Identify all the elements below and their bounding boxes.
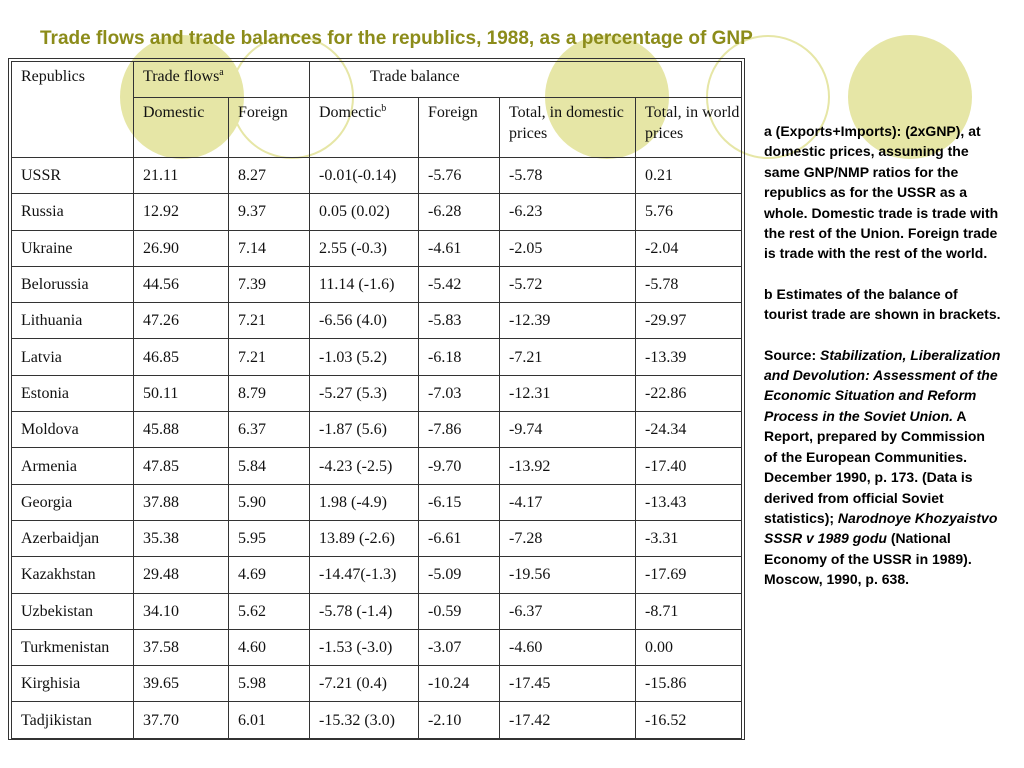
cell-foreign-flow: 5.62 bbox=[229, 593, 310, 629]
cell-domestic-balance: 1.98 (-4.9) bbox=[310, 484, 419, 520]
cell-foreign-flow: 7.39 bbox=[229, 266, 310, 302]
cell-domestic-flow: 47.26 bbox=[134, 303, 229, 339]
cell-domestic-balance: -14.47(-1.3) bbox=[310, 557, 419, 593]
cell-total-world: 0.21 bbox=[636, 158, 742, 194]
source-title-1: Stabilization, Liberalization and Devolution: Assessment of the Economic Situation and Reform Process in the Soviet Union. bbox=[764, 346, 1001, 424]
trade-table bbox=[11, 61, 742, 739]
cell-foreign-flow: 6.37 bbox=[229, 412, 310, 448]
cell-total-world: -24.34 bbox=[636, 412, 742, 448]
cell-total-domestic: -17.42 bbox=[500, 702, 636, 738]
cell-domestic-balance: -1.87 (5.6) bbox=[310, 412, 419, 448]
cell-total-world: -17.69 bbox=[636, 557, 742, 593]
cell-foreign-balance: -4.61 bbox=[419, 230, 500, 266]
table-row bbox=[12, 158, 742, 194]
cell-domestic-balance: -1.53 (-3.0) bbox=[310, 629, 419, 665]
cell-domestic-balance: -6.56 (4.0) bbox=[310, 303, 419, 339]
table-row bbox=[12, 230, 742, 266]
cell-total-domestic: -2.05 bbox=[500, 230, 636, 266]
table-row bbox=[12, 412, 742, 448]
cell-republic: Estonia bbox=[12, 375, 134, 411]
cell-foreign-balance: -6.18 bbox=[419, 339, 500, 375]
cell-foreign-balance: -7.86 bbox=[419, 412, 500, 448]
cell-total-world: -17.40 bbox=[636, 448, 742, 484]
cell-total-domestic: -4.17 bbox=[500, 484, 636, 520]
cell-foreign-flow: 5.84 bbox=[229, 448, 310, 484]
cell-republic: Latvia bbox=[12, 339, 134, 375]
table-row bbox=[12, 266, 742, 302]
cell-total-domestic: -7.28 bbox=[500, 520, 636, 556]
source-title-2: Narodnoye Khozyaistvo SSSR v 1989 godu bbox=[764, 509, 998, 547]
cell-foreign-flow: 8.79 bbox=[229, 375, 310, 411]
header-domestic: Domestic bbox=[134, 98, 229, 158]
page-title: Trade flows and trade balances for the republics, 1988, as a percentage of GNP bbox=[40, 28, 753, 49]
cell-foreign-balance: -9.70 bbox=[419, 448, 500, 484]
cell-foreign-balance: -3.07 bbox=[419, 629, 500, 665]
table-row bbox=[12, 520, 742, 556]
cell-foreign-balance: -6.61 bbox=[419, 520, 500, 556]
cell-domestic-balance: -5.27 (5.3) bbox=[310, 375, 419, 411]
source-label: Source: bbox=[764, 346, 821, 363]
trade-table-frame bbox=[8, 58, 745, 740]
table-row bbox=[12, 666, 742, 702]
header-total-world: Total, in world prices bbox=[636, 98, 742, 158]
cell-total-domestic: -7.21 bbox=[500, 339, 636, 375]
cell-total-world: -29.97 bbox=[636, 303, 742, 339]
cell-republic: Lithuania bbox=[12, 303, 134, 339]
cell-foreign-balance: -10.24 bbox=[419, 666, 500, 702]
cell-domestic-balance: 13.89 (-2.6) bbox=[310, 520, 419, 556]
footnote-marker-a: a bbox=[219, 67, 224, 78]
cell-republic: Ukraine bbox=[12, 230, 134, 266]
cell-total-world: -15.86 bbox=[636, 666, 742, 702]
cell-total-domestic: -17.45 bbox=[500, 666, 636, 702]
cell-domestic-flow: 37.58 bbox=[134, 629, 229, 665]
cell-domestic-flow: 46.85 bbox=[134, 339, 229, 375]
cell-foreign-balance: -5.42 bbox=[419, 266, 500, 302]
cell-domestic-balance: 2.55 (-0.3) bbox=[310, 230, 419, 266]
header-trade-balance: Trade balance bbox=[310, 62, 742, 98]
cell-domestic-flow: 37.88 bbox=[134, 484, 229, 520]
cell-total-domestic: -5.78 bbox=[500, 158, 636, 194]
source-text-2: (National Economy of the USSR in 1989). Moscow, 1990, p. 638. bbox=[764, 530, 972, 588]
cell-republic: Tadjikistan bbox=[12, 702, 134, 738]
cell-republic: Kirghisia bbox=[12, 666, 134, 702]
cell-domestic-balance: 0.05 (0.02) bbox=[310, 194, 419, 230]
cell-domestic-balance: -1.03 (5.2) bbox=[310, 339, 419, 375]
cell-republic: Armenia bbox=[12, 448, 134, 484]
cell-domestic-flow: 44.56 bbox=[134, 266, 229, 302]
cell-total-domestic: -9.74 bbox=[500, 412, 636, 448]
footnote-b: b Estimates of the balance of tourist trade are shown in brackets. bbox=[764, 285, 1001, 323]
cell-foreign-flow: 5.90 bbox=[229, 484, 310, 520]
cell-foreign-flow: 4.69 bbox=[229, 557, 310, 593]
cell-republic: Uzbekistan bbox=[12, 593, 134, 629]
cell-domestic-balance: -7.21 (0.4) bbox=[310, 666, 419, 702]
cell-total-world: 0.00 bbox=[636, 629, 742, 665]
table-row bbox=[12, 303, 742, 339]
cell-foreign-flow: 4.60 bbox=[229, 629, 310, 665]
cell-domestic-flow: 29.48 bbox=[134, 557, 229, 593]
cell-total-domestic: -6.37 bbox=[500, 593, 636, 629]
cell-total-domestic: -19.56 bbox=[500, 557, 636, 593]
cell-total-world: -8.71 bbox=[636, 593, 742, 629]
cell-domestic-flow: 21.11 bbox=[134, 158, 229, 194]
cell-republic: Russia bbox=[12, 194, 134, 230]
header-domestic-balance-label: Domectic bbox=[319, 104, 382, 121]
cell-total-domestic: -6.23 bbox=[500, 194, 636, 230]
cell-total-world: 5.76 bbox=[636, 194, 742, 230]
cell-foreign-balance: -0.59 bbox=[419, 593, 500, 629]
cell-domestic-balance: -4.23 (-2.5) bbox=[310, 448, 419, 484]
cell-domestic-flow: 39.65 bbox=[134, 666, 229, 702]
table-row bbox=[12, 339, 742, 375]
cell-foreign-balance: -5.83 bbox=[419, 303, 500, 339]
cell-total-world: -13.43 bbox=[636, 484, 742, 520]
header-total-domestic: Total, in domestic prices bbox=[500, 98, 636, 158]
table-row bbox=[12, 593, 742, 629]
cell-foreign-flow: 8.27 bbox=[229, 158, 310, 194]
cell-total-domestic: -12.39 bbox=[500, 303, 636, 339]
cell-domestic-flow: 34.10 bbox=[134, 593, 229, 629]
cell-foreign-balance: -7.03 bbox=[419, 375, 500, 411]
cell-domestic-balance: 11.14 (-1.6) bbox=[310, 266, 419, 302]
header-domestic-balance bbox=[310, 98, 419, 158]
cell-domestic-flow: 47.85 bbox=[134, 448, 229, 484]
cell-foreign-balance: -5.76 bbox=[419, 158, 500, 194]
header-row-top bbox=[12, 62, 742, 98]
header-trade-flows bbox=[134, 62, 310, 98]
table-row bbox=[12, 375, 742, 411]
cell-foreign-flow: 5.95 bbox=[229, 520, 310, 556]
cell-domestic-flow: 50.11 bbox=[134, 375, 229, 411]
header-trade-flows-label: Trade flows bbox=[143, 68, 220, 85]
table-row bbox=[12, 629, 742, 665]
cell-foreign-flow: 6.01 bbox=[229, 702, 310, 738]
cell-foreign-balance: -6.28 bbox=[419, 194, 500, 230]
cell-total-world: -13.39 bbox=[636, 339, 742, 375]
cell-total-world: -2.04 bbox=[636, 230, 742, 266]
table-body bbox=[12, 158, 742, 739]
footnote-marker-b: b bbox=[381, 103, 387, 114]
cell-foreign-flow: 7.14 bbox=[229, 230, 310, 266]
cell-foreign-flow: 7.21 bbox=[229, 303, 310, 339]
cell-foreign-flow: 9.37 bbox=[229, 194, 310, 230]
cell-total-domestic: -4.60 bbox=[500, 629, 636, 665]
cell-total-domestic: -12.31 bbox=[500, 375, 636, 411]
cell-domestic-flow: 26.90 bbox=[134, 230, 229, 266]
header-foreign-balance: Foreign bbox=[419, 98, 500, 158]
cell-domestic-balance: -5.78 (-1.4) bbox=[310, 593, 419, 629]
cell-total-domestic: -13.92 bbox=[500, 448, 636, 484]
table-row bbox=[12, 448, 742, 484]
cell-total-world: -3.31 bbox=[636, 520, 742, 556]
cell-total-world: -22.86 bbox=[636, 375, 742, 411]
cell-domestic-flow: 45.88 bbox=[134, 412, 229, 448]
cell-republic: USSR bbox=[12, 158, 134, 194]
cell-republic: Azerbaidjan bbox=[12, 520, 134, 556]
cell-domestic-flow: 37.70 bbox=[134, 702, 229, 738]
cell-foreign-balance: -6.15 bbox=[419, 484, 500, 520]
footnote-a: a (Exports+Imports): (2xGNP), at domestic prices, assuming the same GNP/NMP ratios for the republics as for the USSR as a whole. Domestic trade is trade with the rest of the Union. Foreign trade is trade with the rest of the world. bbox=[764, 123, 999, 262]
table-row bbox=[12, 702, 742, 738]
footnotes bbox=[764, 121, 1002, 590]
cell-domestic-balance: -15.32 (3.0) bbox=[310, 702, 419, 738]
header-republics: Republics bbox=[12, 62, 134, 158]
cell-total-world: -16.52 bbox=[636, 702, 742, 738]
table-row bbox=[12, 194, 742, 230]
cell-republic: Belorussia bbox=[12, 266, 134, 302]
header-foreign: Foreign bbox=[229, 98, 310, 158]
cell-foreign-flow: 5.98 bbox=[229, 666, 310, 702]
cell-republic: Moldova bbox=[12, 412, 134, 448]
cell-total-domestic: -5.72 bbox=[500, 266, 636, 302]
table-row bbox=[12, 557, 742, 593]
cell-republic: Turkmenistan bbox=[12, 629, 134, 665]
source-text-1: A Report, prepared by Commission of the European Communities. December 1990, p. 173. (Data is derived from official Soviet statistics); bbox=[764, 407, 985, 526]
cell-foreign-balance: -5.09 bbox=[419, 557, 500, 593]
cell-foreign-balance: -2.10 bbox=[419, 702, 500, 738]
cell-domestic-flow: 35.38 bbox=[134, 520, 229, 556]
cell-republic: Georgia bbox=[12, 484, 134, 520]
cell-total-world: -5.78 bbox=[636, 266, 742, 302]
cell-domestic-balance: -0.01(-0.14) bbox=[310, 158, 419, 194]
cell-republic: Kazakhstan bbox=[12, 557, 134, 593]
source-note bbox=[764, 345, 1002, 590]
cell-foreign-flow: 7.21 bbox=[229, 339, 310, 375]
table-row bbox=[12, 484, 742, 520]
cell-domestic-flow: 12.92 bbox=[134, 194, 229, 230]
